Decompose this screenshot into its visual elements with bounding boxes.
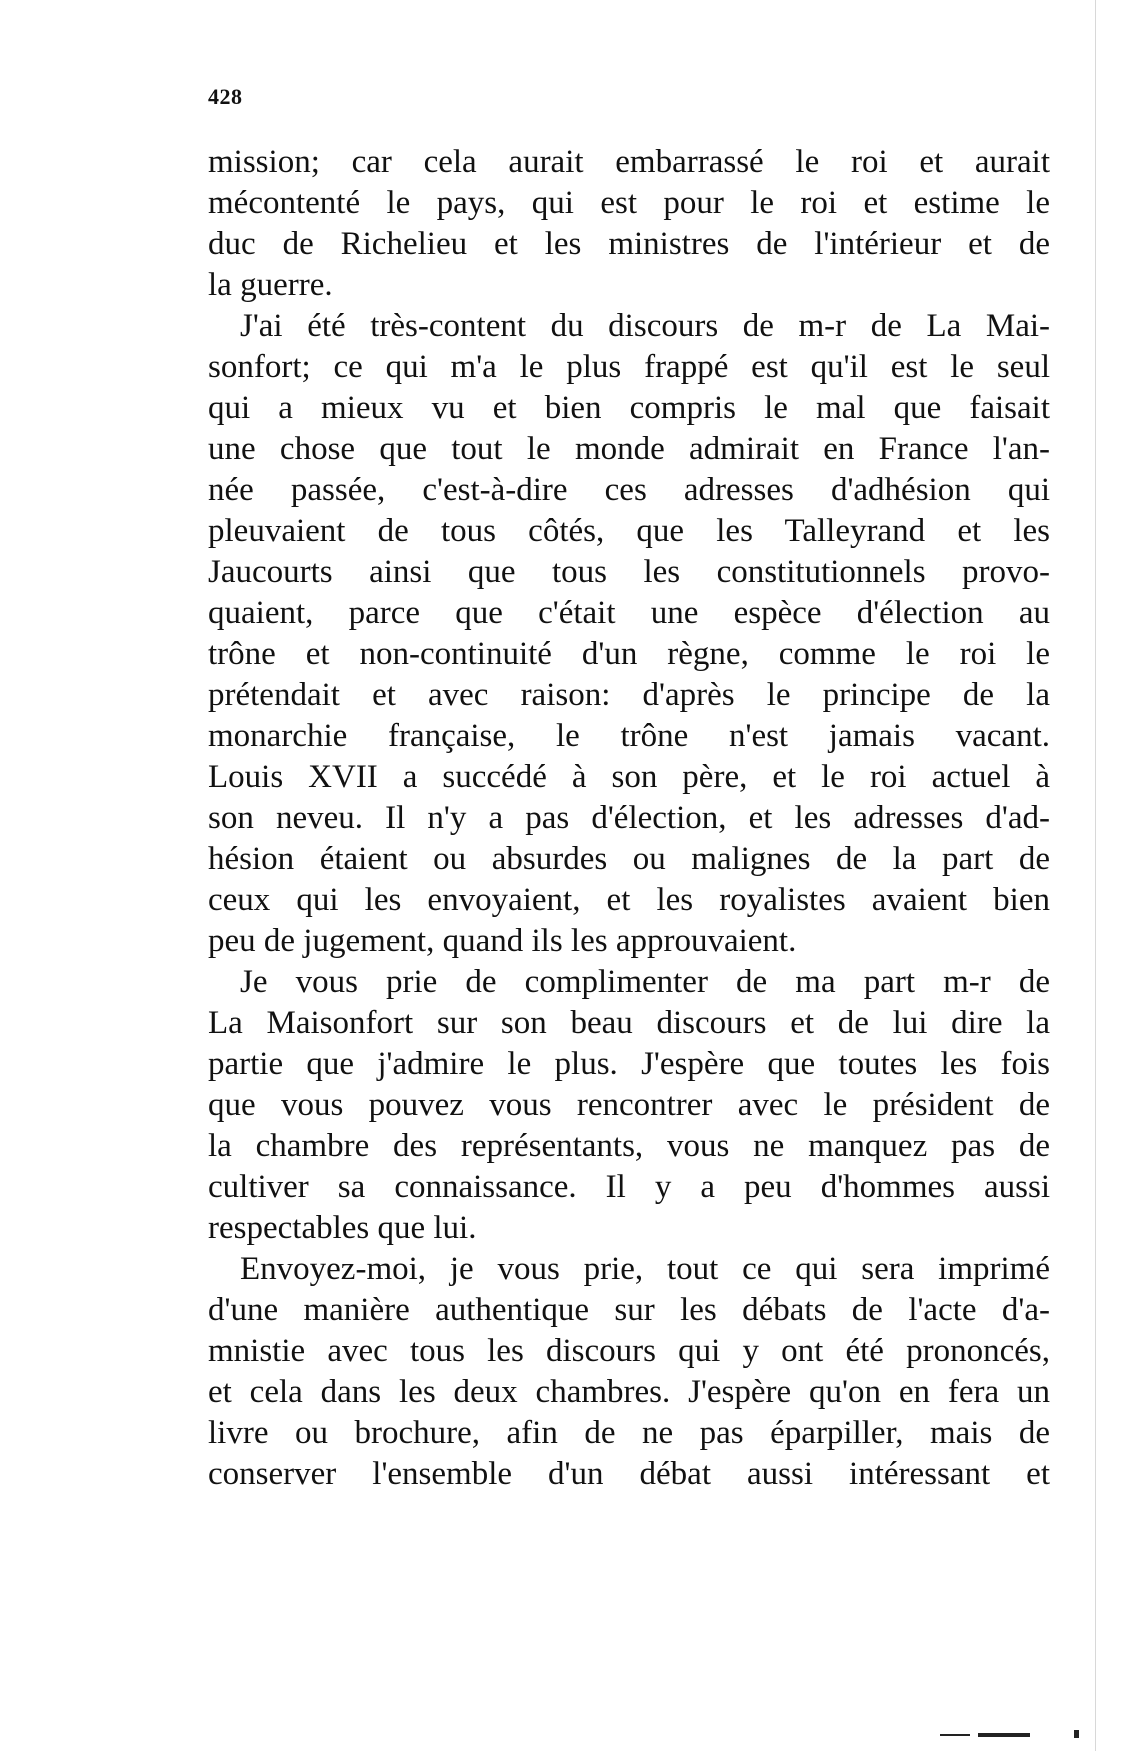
text-line: respectables que lui. xyxy=(208,1210,477,1246)
text-line: prétendait et avec raison: d'après le principe de la xyxy=(208,677,1050,713)
text-line: mécontenté le pays, qui est pour le roi et estime le xyxy=(208,185,1050,221)
text-line: d'une manière authentique sur les débats de l'acte d'a- xyxy=(208,1292,1050,1328)
text-line: J'ai été très-content du discours de m-r de La Mai- xyxy=(240,308,1050,344)
text-line: Envoyez-moi, je vous prie, tout ce qui sera imprimé xyxy=(240,1251,1050,1287)
text-line: livre ou brochure, afin de ne pas éparpiller, mais de xyxy=(208,1415,1050,1451)
text-line: ceux qui les envoyaient, et les royalistes avaient bien xyxy=(208,882,1050,918)
text-line: conserver l'ensemble d'un débat aussi intéressant et xyxy=(208,1456,1050,1492)
text-line: trône et non-continuité d'un règne, comme le roi le xyxy=(208,636,1050,672)
text-line: née passée, c'est-à-dire ces adresses d'adhésion qui xyxy=(208,472,1050,508)
text-line: Louis XVII a succédé à son père, et le roi actuel à xyxy=(208,759,1050,795)
scan-edge xyxy=(1095,0,1096,1751)
text-line: la chambre des représentants, vous ne manquez pas de xyxy=(208,1128,1050,1164)
text-line: partie que j'admire le plus. J'espère que toutes les fois xyxy=(208,1046,1050,1082)
text-line: La Maisonfort sur son beau discours et de lui dire la xyxy=(208,1005,1050,1041)
text-line: Jaucourts ainsi que tous les constitutionnels provo- xyxy=(208,554,1050,590)
text-line: hésion étaient ou absurdes ou malignes de la part de xyxy=(208,841,1050,877)
text-line: mission; car cela aurait embarrassé le roi et aurait xyxy=(208,144,1050,180)
text-line: cultiver sa connaissance. Il y a peu d'hommes aussi xyxy=(208,1169,1050,1205)
text-line: mnistie avec tous les discours qui y ont été prononcés, xyxy=(208,1333,1050,1369)
text-line: que vous pouvez vous rencontrer avec le président de xyxy=(208,1087,1050,1123)
text-line: sonfort; ce qui m'a le plus frappé est qu'il est le seul xyxy=(208,349,1050,385)
page-number: 428 xyxy=(208,84,243,109)
scan-dot xyxy=(1074,1730,1079,1738)
scan-dash-2 xyxy=(978,1733,1030,1737)
scan-dash-1 xyxy=(940,1734,970,1736)
text-line: son neveu. Il n'y a pas d'élection, et les adresses d'ad- xyxy=(208,800,1050,836)
text-line: monarchie française, le trône n'est jamais vacant. xyxy=(208,718,1050,754)
text-line: peu de jugement, quand ils les approuvaient. xyxy=(208,923,797,959)
body-text xyxy=(208,142,1050,1495)
text-line: et cela dans les deux chambres. J'espère qu'on en fera un xyxy=(208,1374,1050,1410)
text-line: Je vous prie de complimenter de ma part m-r de xyxy=(240,964,1050,1000)
text-line: la guerre. xyxy=(208,267,333,303)
text-line: quaient, parce que c'était une espèce d'élection au xyxy=(208,595,1050,631)
text-line: pleuvaient de tous côtés, que les Talleyrand et les xyxy=(208,513,1050,549)
text-line: une chose que tout le monde admirait en France l'an- xyxy=(208,431,1050,467)
text-line: duc de Richelieu et les ministres de l'intérieur et de xyxy=(208,226,1050,262)
text-line: qui a mieux vu et bien compris le mal que faisait xyxy=(208,390,1050,426)
